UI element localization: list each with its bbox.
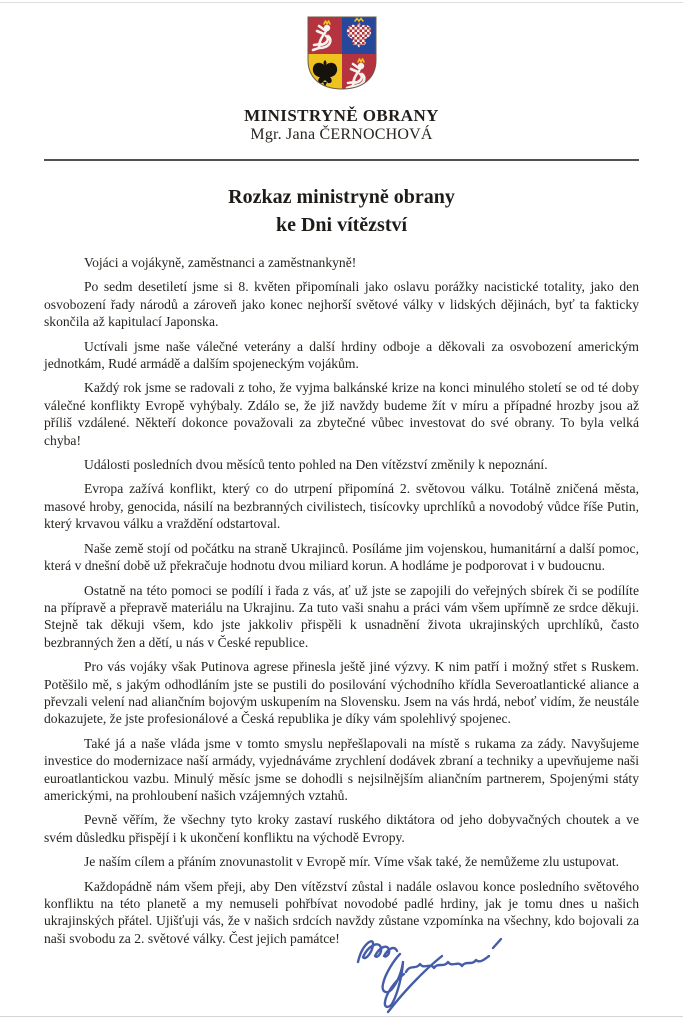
letterhead-office-title: MINISTRYNĚ OBRANY	[244, 106, 439, 125]
handwritten-signature	[350, 926, 522, 1020]
paragraph: Je naším cílem a přáním znovunastolit v Evropě mír. Víme však také, že nemůžeme zlu ustupovat.	[84, 854, 620, 870]
page-bottom-edge	[0, 1016, 683, 1017]
paragraph: Pevně věřím, že všechny tyto kroky zastaví ruského diktátora od jeho dobyvačných choutek a ve svém důsledku přispějí i k ukončení konfliktu na východě Evropy.	[44, 812, 639, 845]
letterhead-divider	[44, 159, 639, 161]
paragraph: Každý rok jsme se radovali z toho, že vyjma balkánské krize na konci minulého století se od té doby válečné konflikty Evropě vyhýbaly. Zdálo se, že již navždy budeme žít v míru a případné hrozby jsou až příliš vzdálené. Někteří dokonce považovali za zbytečné vůbec investovat do své obrany. To byla velká chyba!	[44, 380, 639, 448]
salutation: Vojáci a vojákyně, zaměstnanci a zaměstnankyně!	[84, 255, 357, 270]
paragraph: Každopádně nám všem přeji, aby Den vítězství zůstal i nadále oslavou konce posledního světového konfliktu na této planetě a my nemuseli pohřbívat novodobé padlé hrdiny, jak je tomu dnes u našich ukrajinských přátel. Ujišťuji vás, že v našich srdcích navždy zůstane vzpomínka na všechny, kdo bojovali za naši svobodu za 2. světové války. Čest jejich památce!	[44, 878, 639, 946]
czech-coat-of-arms-icon	[305, 15, 379, 93]
paragraph: Pro vás vojáky však Putinova agrese přinesla ještě jiné výzvy. K nim patří i možný střet s Ruskem. Potěšilo mě, s jakým odhodláním jste se pustili do posilování východního křídla Severoatlantické aliance a převzali velení nad aliančním bojovým uskupením na Slovensku. Jsem na vás hrdá, neboť vidím, že neustále dokazujete, že jste profesionálové a Česká republika je díky vám spolehlivý spojenec.	[44, 659, 639, 727]
paragraph: Evropa zažívá konflikt, který co do utrpení připomíná 2. světovou válku. Totálně zničená města, masové hroby, genocida, násilí na bezbranných civilistech, tisícovky uprchlíků a novodobý vůdce říše Putin, který krvavou válku a vraždění odstartoval.	[44, 481, 639, 532]
paragraph: Uctívali jsme naše válečné veterány a další hrdiny odboje a děkovali za osvobození americkým jednotkám, Rudé armádě a dalším spojeneckým vojákům.	[44, 338, 639, 372]
paragraph: Po sedm desetiletí jsme si 8. květen připomínali jako oslavu porážky nacistické totality, jako den osvobození řady národů a zároveň jako konec nejhorší světové války v lidských dějinách, byť ta fakticky skončila až kapitulací Japonska.	[44, 279, 639, 330]
letterhead-minister-name: Mgr. Jana ČERNOCHOVÁ	[250, 126, 433, 143]
paragraph: Naše země stojí od počátku na straně Ukrajinců. Posíláme jim vojenskou, humanitární a další pomoc, která v dnešní době už překračuje hodnotu dvou miliard korun. A hodláme je podporovat i v budoucnu.	[44, 540, 639, 574]
document-title	[0, 183, 683, 239]
document-title-line1: Rozkaz ministryně obrany	[228, 186, 455, 208]
document-title-line2: ke Dni vítězství	[275, 214, 408, 236]
page-top-edge	[0, 2, 683, 3]
paragraph: Také já a naše vláda jsme v tomto smyslu nepřešlapovali na místě s rukama za zády. Navyšujeme investice do modernizace naší armády, vyjednáváme zrychlení dodávek zbraní a techniky a upevňujeme naši euroatlantickou vazbu. Minulý měsíc jsme se dohodli s nejsilnějším aliančním partnerem, Spojenými státy americkými, na prohloubení našich vzájemných vztahů.	[44, 735, 639, 803]
paragraph: Ostatně na této pomoci se podílí i řada z vás, ať už jste se zapojili do veřejných sbírek či se podílíte na přípravě a přepravě materiálu na Ukrajinu. Za tuto vaši snahu a práci vám všem upřímně ze srdce děkuji. Stejně tak děkuji všem, kdo jste jakkoliv přispěli k usnadnění života ukrajinských uprchlíků, často bezbranných žen a dětí, u nás v České republice.	[44, 582, 639, 650]
letter-body	[0, 254, 683, 947]
paragraph: Události posledních dvou měsíců tento pohled na Den vítězství změnily k nepoznání.	[84, 457, 548, 473]
letterhead	[0, 0, 683, 145]
